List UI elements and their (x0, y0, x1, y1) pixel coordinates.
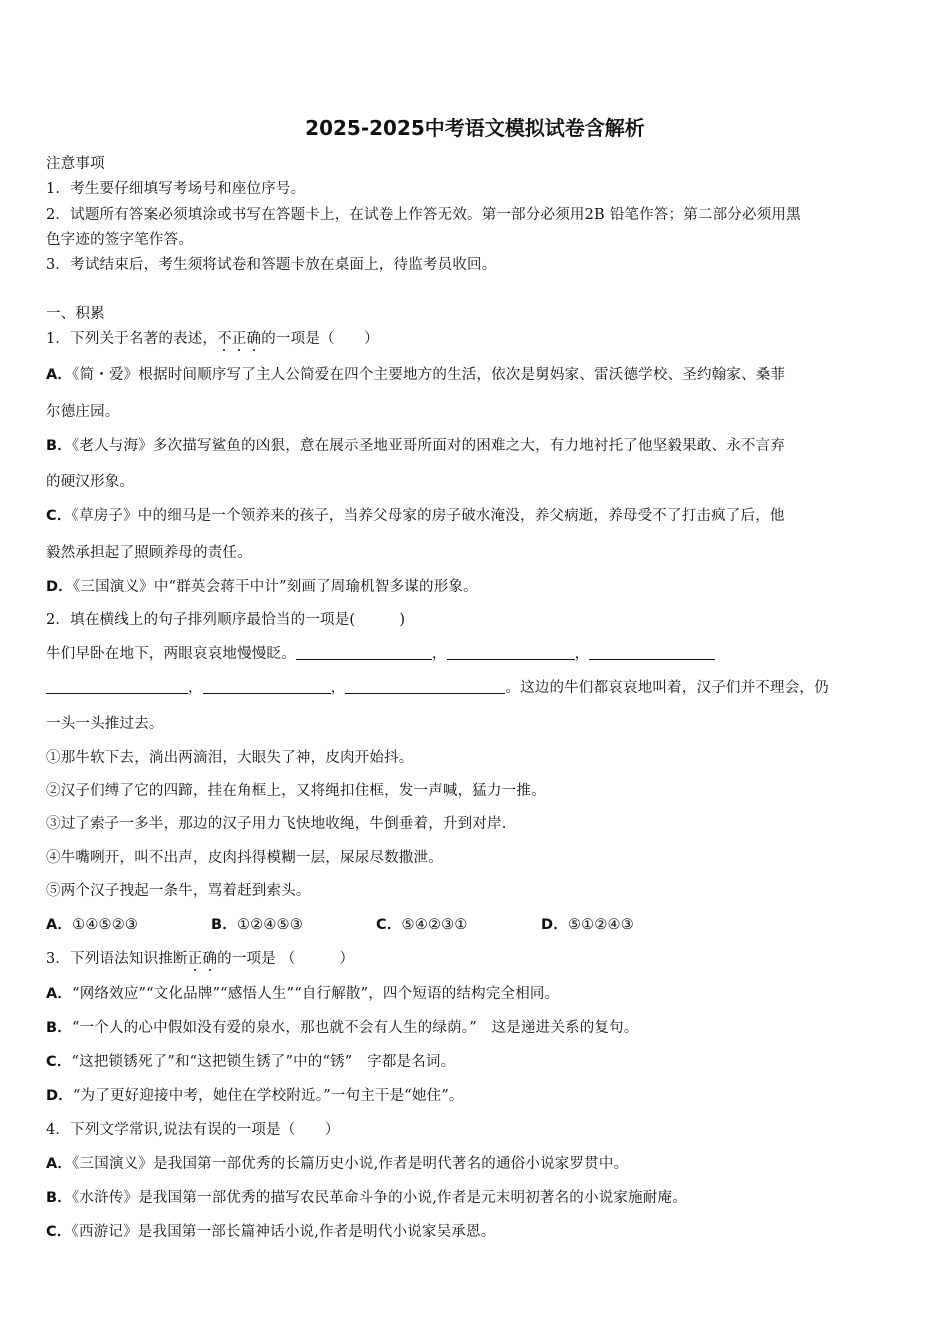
q2-sentence-3: ③过了索子一多半，那边的汉子用力飞快地收绳，牛倒垂着，升到对岸. (46, 816, 507, 832)
q2-sentence-2: ②汉子们缚了它的四蹄，挂在角框上，又将绳扣住框，发一声喊，猛力一推。 (46, 783, 546, 799)
q2-options (46, 913, 908, 934)
q1-option-b: B．《老人与海》多次描写鲨鱼的凶狠，意在展示圣地亚哥所面对的困难之大，有力地衬托了他坚毅果敢、永不言弃 (46, 438, 785, 454)
q1-option-a-cont: 尔德庄园。 (46, 404, 120, 420)
notice-item-2: 2．试题所有答案必须填涂或书写在答题卡上，在试卷上作答无效。第一部分必须用2B 铅笔作答；第二部分必须用黑 (46, 207, 801, 223)
q3-option-a: A．“网络效应”“文化品牌”“感悟人生”“自行解散”，四个短语的结构完全相同。 (46, 986, 560, 1002)
section-heading: 一、积累 (46, 306, 105, 322)
q2-option-b: B．①②④⑤③ (211, 917, 303, 933)
q2-sentence-1: ①那牛软下去，淌出两滴泪，大眼失了神，皮肉开始抖。 (46, 750, 414, 766)
q1-option-c: C．《草房子》中的细马是一个领养来的孩子，当养父母家的房子破水淹没，养父病逝，养母受不了打击疯了后，他 (46, 508, 785, 524)
q2-sentence-4: ④牛嘴咧开，叫不出声，皮肉抖得模糊一层，屎尿尽数撒泄。 (46, 850, 443, 866)
q4-stem: 4．下列文学常识,说法有误的一项是（ ） (46, 1122, 340, 1138)
q2-option-d: D．⑤①②④③ (541, 917, 634, 933)
q2-stem: 2．填在横线上的句子排列顺序最恰当的一项是( ) (46, 612, 406, 628)
q1-option-d: D．《三国演义》中“群英会蒋干中计”刻画了周瑜机智多谋的形象。 (46, 579, 478, 595)
q1-option-a: A．《简・爱》根据时间顺序写了主人公简爱在四个主要地方的生活，依次是舅妈家、雷沃德学校、圣约翰家、桑菲 (46, 367, 786, 383)
notice-item-2-cont: 色字迹的签字笔作答。 (46, 232, 193, 248)
q2-option-c: C．⑤④②③① (376, 917, 468, 933)
q2-passage-line-3: 一头一头推过去。 (46, 716, 164, 732)
q1-option-b-cont: 的硬汉形象。 (46, 474, 135, 490)
notice-item-1: 1．考生要仔细填写考场号和座位序号。 (46, 181, 306, 197)
q2-passage-line-1: 牛们早卧在地下，两眼哀哀地慢慢眨。 ， ， (46, 642, 908, 663)
q3-stem: 3．下列语法知识推断正确的一项是 （ ） (46, 951, 355, 967)
q2-passage-line-2: ， ， 。这边的牛们都哀哀地叫着，汉子们并不理会，仍 (46, 676, 908, 697)
page-title: 2025-2025中考语文模拟试卷含解析 (305, 116, 645, 140)
q2-option-a: A．①④⑤②③ (46, 917, 139, 933)
q3-option-d: D．“为了更好迎接中考，她住在学校附近。”一句主干是“她住”。 (46, 1088, 464, 1104)
q4-option-b: B．《水浒传》是我国第一部优秀的描写农民革命斗争的小说,作者是元末明初著名的小说家施耐庵。 (46, 1190, 687, 1206)
q1-option-c-cont: 毅然承担起了照顾养母的责任。 (46, 545, 252, 561)
q1-stem: 1．下列关于名著的表述，不正确的一项是（ ） (46, 331, 379, 347)
q2-sentence-5: ⑤两个汉子拽起一条牛，骂着赶到索头。 (46, 883, 311, 899)
q4-option-c: C．《西游记》是我国第一部长篇神话小说,作者是明代小说家吴承恩。 (46, 1224, 496, 1240)
q4-option-a: A．《三国演义》是我国第一部优秀的长篇历史小说,作者是明代著名的通俗小说家罗贯中。 (46, 1156, 629, 1172)
notice-heading: 注意事项 (46, 156, 105, 172)
q3-option-b: B．“一个人的心中假如没有爱的泉水，那也就不会有人生的绿荫。” 这是递进关系的复句。 (46, 1020, 639, 1036)
notice-item-3: 3．考试结束后，考生须将试卷和答题卡放在桌面上，待监考员收回。 (46, 257, 497, 273)
q3-option-c: C．“这把锁锈死了”和“这把锁生锈了”中的“锈” 字都是名词。 (46, 1054, 456, 1070)
